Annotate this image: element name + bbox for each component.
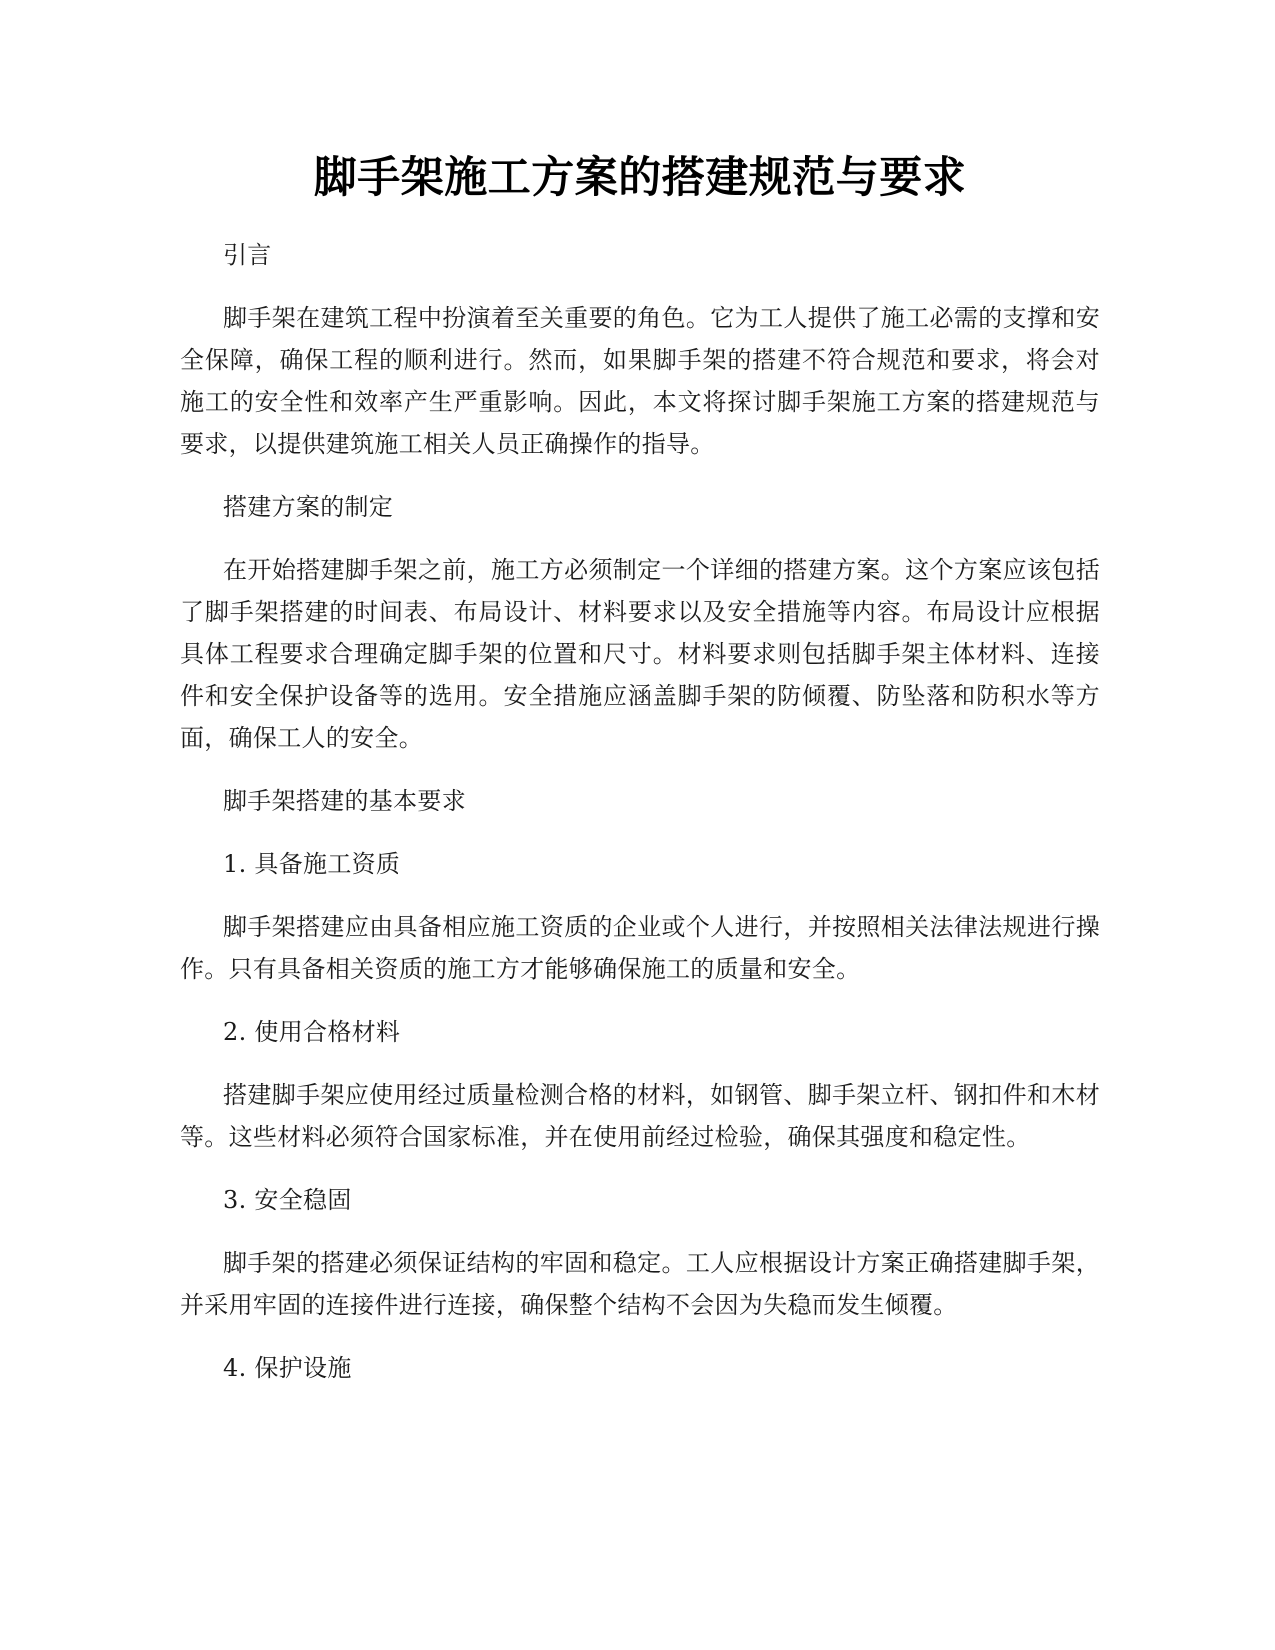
- subheading-materials: 2. 使用合格材料: [223, 1018, 401, 1046]
- document-body: [180, 234, 1100, 1410]
- paragraph-materials: 搭建脚手架应使用经过质量检测合格的材料，如钢管、脚手架立杆、钢扣件和木材等。这些材料必须符合国家标准，并在使用前经过检验，确保其强度和稳定性。: [180, 1081, 1100, 1151]
- paragraph-introduction: 脚手架在建筑工程中扮演着至关重要的角色。它为工人提供了施工必需的支撑和安全保障，确保工程的顺利进行。然而，如果脚手架的搭建不符合规范和要求，将会对施工的安全性和效率产生严重影响。因此，本文将探讨脚手架施工方案的搭建规范与要求，以提供建筑施工相关人员正确操作的指导。: [180, 304, 1100, 458]
- document-title: 脚手架施工方案的搭建规范与要求: [313, 153, 967, 203]
- paragraph-plan: 在开始搭建脚手架之前，施工方必须制定一个详细的搭建方案。这个方案应该包括了脚手架搭建的时间表、布局设计、材料要求以及安全措施等内容。布局设计应根据具体工程要求合理确定脚手架的位置和尺寸。材料要求则包括脚手架主体材料、连接件和安全保护设备等的选用。安全措施应涵盖脚手架的防倾覆、防坠落和防积水等方面，确保工人的安全。: [180, 556, 1100, 752]
- paragraph-qualification: 脚手架搭建应由具备相应施工资质的企业或个人进行，并按照相关法律法规进行操作。只有具备相关资质的施工方才能够确保施工的质量和安全。: [180, 913, 1100, 983]
- subheading-stability: 3. 安全稳固: [223, 1186, 352, 1214]
- subheading-protection: 4. 保护设施: [223, 1354, 352, 1382]
- section-heading-basic-requirements: 脚手架搭建的基本要求: [223, 787, 466, 815]
- section-heading-plan: 搭建方案的制定: [223, 493, 394, 521]
- section-heading-introduction: 引言: [223, 241, 272, 269]
- paragraph-stability: 脚手架的搭建必须保证结构的牢固和稳定。工人应根据设计方案正确搭建脚手架，并采用牢固的连接件进行连接，确保整个结构不会因为失稳而发生倾覆。: [180, 1249, 1100, 1319]
- subheading-qualification: 1. 具备施工资质: [223, 850, 401, 878]
